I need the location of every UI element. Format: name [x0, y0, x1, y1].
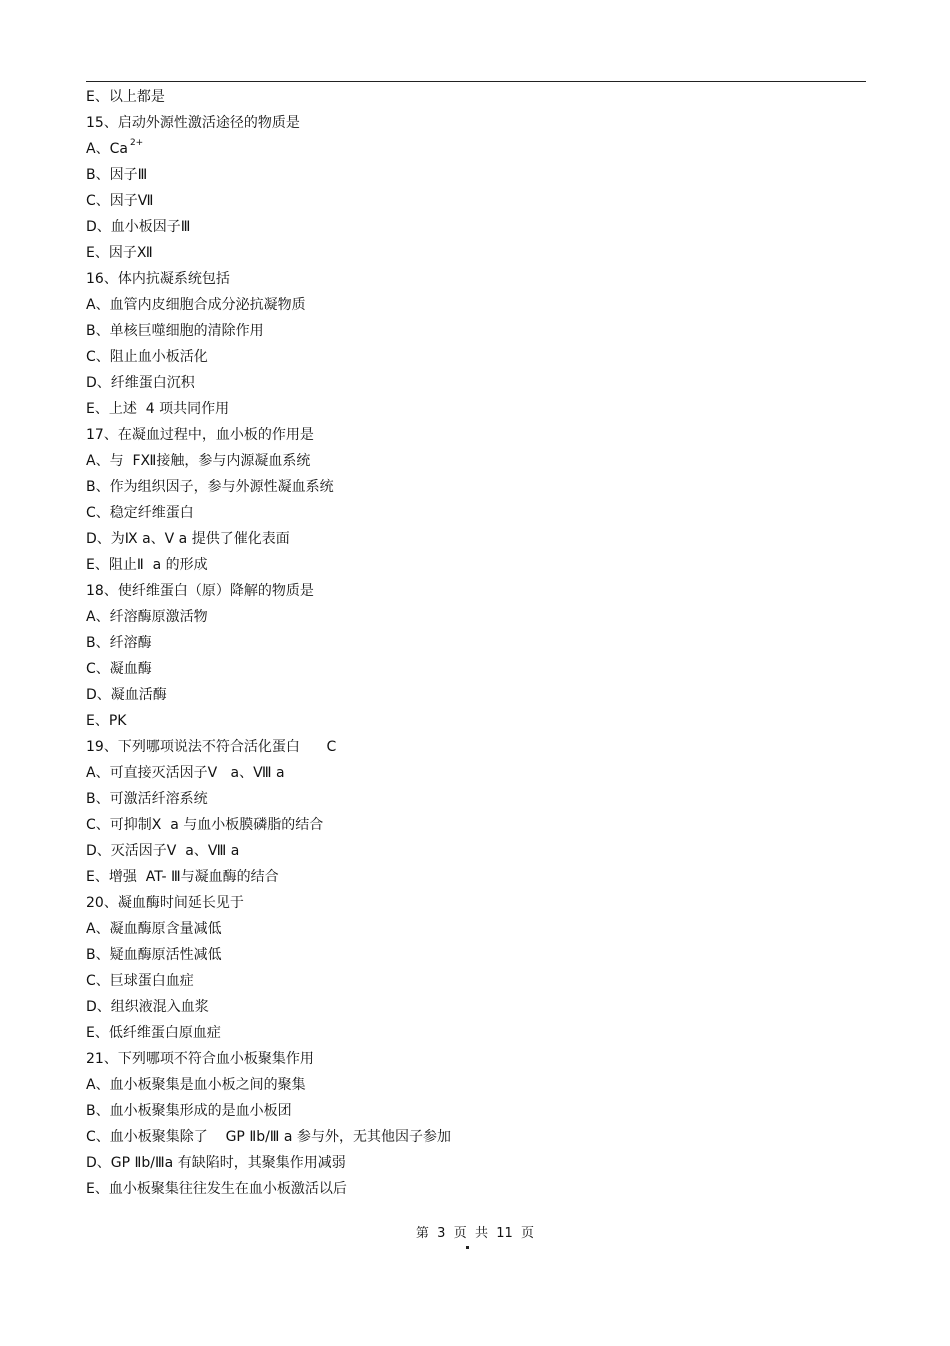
question-20: 20、凝血酶时间延长见于: [86, 895, 244, 911]
question-19: 19、下列哪项说法不符合活化蛋白 C: [86, 739, 337, 755]
question-16: 16、体内抗凝系统包括: [86, 271, 230, 287]
option-line: E、因子Ⅻ: [86, 245, 153, 261]
option-line: E、血小板聚集往往发生在血小板激活以后: [86, 1181, 347, 1197]
option-line: D、组织液混入血浆: [86, 999, 209, 1015]
option-line: E、阻止Ⅱ a 的形成: [86, 557, 208, 573]
option-line: [86, 138, 866, 164]
option-line: D、灭活因子Ⅴ a、Ⅷ a: [86, 843, 240, 859]
option-line: E、PK: [86, 713, 127, 729]
option-line: B、血小板聚集形成的是血小板团: [86, 1103, 292, 1119]
page-footer: 第 3 页 共 11 页: [415, 1226, 535, 1241]
option-line: E、上述 4 项共同作用: [86, 401, 230, 417]
option-line: B、纤溶酶: [86, 635, 152, 651]
ca-superscript: 2+: [129, 138, 144, 149]
option-line: C、稳定纤维蛋白: [86, 505, 194, 521]
option-line: C、可抑制Ⅹ a 与血小板膜磷脂的结合: [86, 817, 324, 833]
option-line: C、阻止血小板活化: [86, 349, 208, 365]
option-line: A、纤溶酶原激活物: [86, 609, 208, 625]
option-line: E、增强 AT- Ⅲ与凝血酶的结合: [86, 869, 279, 885]
option-line: C、因子Ⅶ: [86, 193, 154, 209]
option-line: D、纤维蛋白沉积: [86, 375, 195, 391]
question-list: [86, 86, 866, 1204]
option-line: A、与 FⅫ接触，参与内源凝血系统: [86, 453, 311, 469]
question-21: 21、下列哪项不符合血小板聚集作用: [86, 1051, 314, 1067]
option-line: A、血管内皮细胞合成分泌抗凝物质: [86, 297, 306, 313]
option-line: A、凝血酶原含量减低: [86, 921, 222, 937]
footer-dot: [466, 1246, 469, 1249]
header-rule: [86, 81, 866, 82]
question-17: 17、在凝血过程中，血小板的作用是: [86, 427, 314, 443]
option-line: C、巨球蛋白血症: [86, 973, 194, 989]
option-line: B、作为组织因子，参与外源性凝血系统: [86, 479, 334, 495]
option-line: B、因子Ⅲ: [86, 167, 148, 183]
option-line: A、可直接灭活因子Ⅴ a、Ⅷ a: [86, 765, 285, 781]
option-line: B、单核巨噬细胞的清除作用: [86, 323, 264, 339]
option-text: A、Ca: [86, 141, 128, 157]
option-line: B、疑血酶原活性减低: [86, 947, 222, 963]
question-18: 18、使纤维蛋白（原）降解的物质是: [86, 583, 314, 599]
option-line: E、以上都是: [86, 89, 165, 105]
option-line: E、低纤维蛋白原血症: [86, 1025, 221, 1041]
option-line: C、凝血酶: [86, 661, 152, 677]
question-15: 15、启动外源性激活途径的物质是: [86, 115, 300, 131]
option-line: D、GP Ⅱb/Ⅲa 有缺陷时，其聚集作用减弱: [86, 1155, 346, 1171]
option-line: C、血小板聚集除了 GP Ⅱb/Ⅲ a 参与外，无其他因子参加: [86, 1129, 451, 1145]
option-line: D、为Ⅸ a、Ⅴ a 提供了催化表面: [86, 531, 290, 547]
option-line: A、血小板聚集是血小板之间的聚集: [86, 1077, 306, 1093]
option-line: D、凝血活酶: [86, 687, 167, 703]
option-line: B、可激活纤溶系统: [86, 791, 208, 807]
option-line: D、血小板因子Ⅲ: [86, 219, 191, 235]
